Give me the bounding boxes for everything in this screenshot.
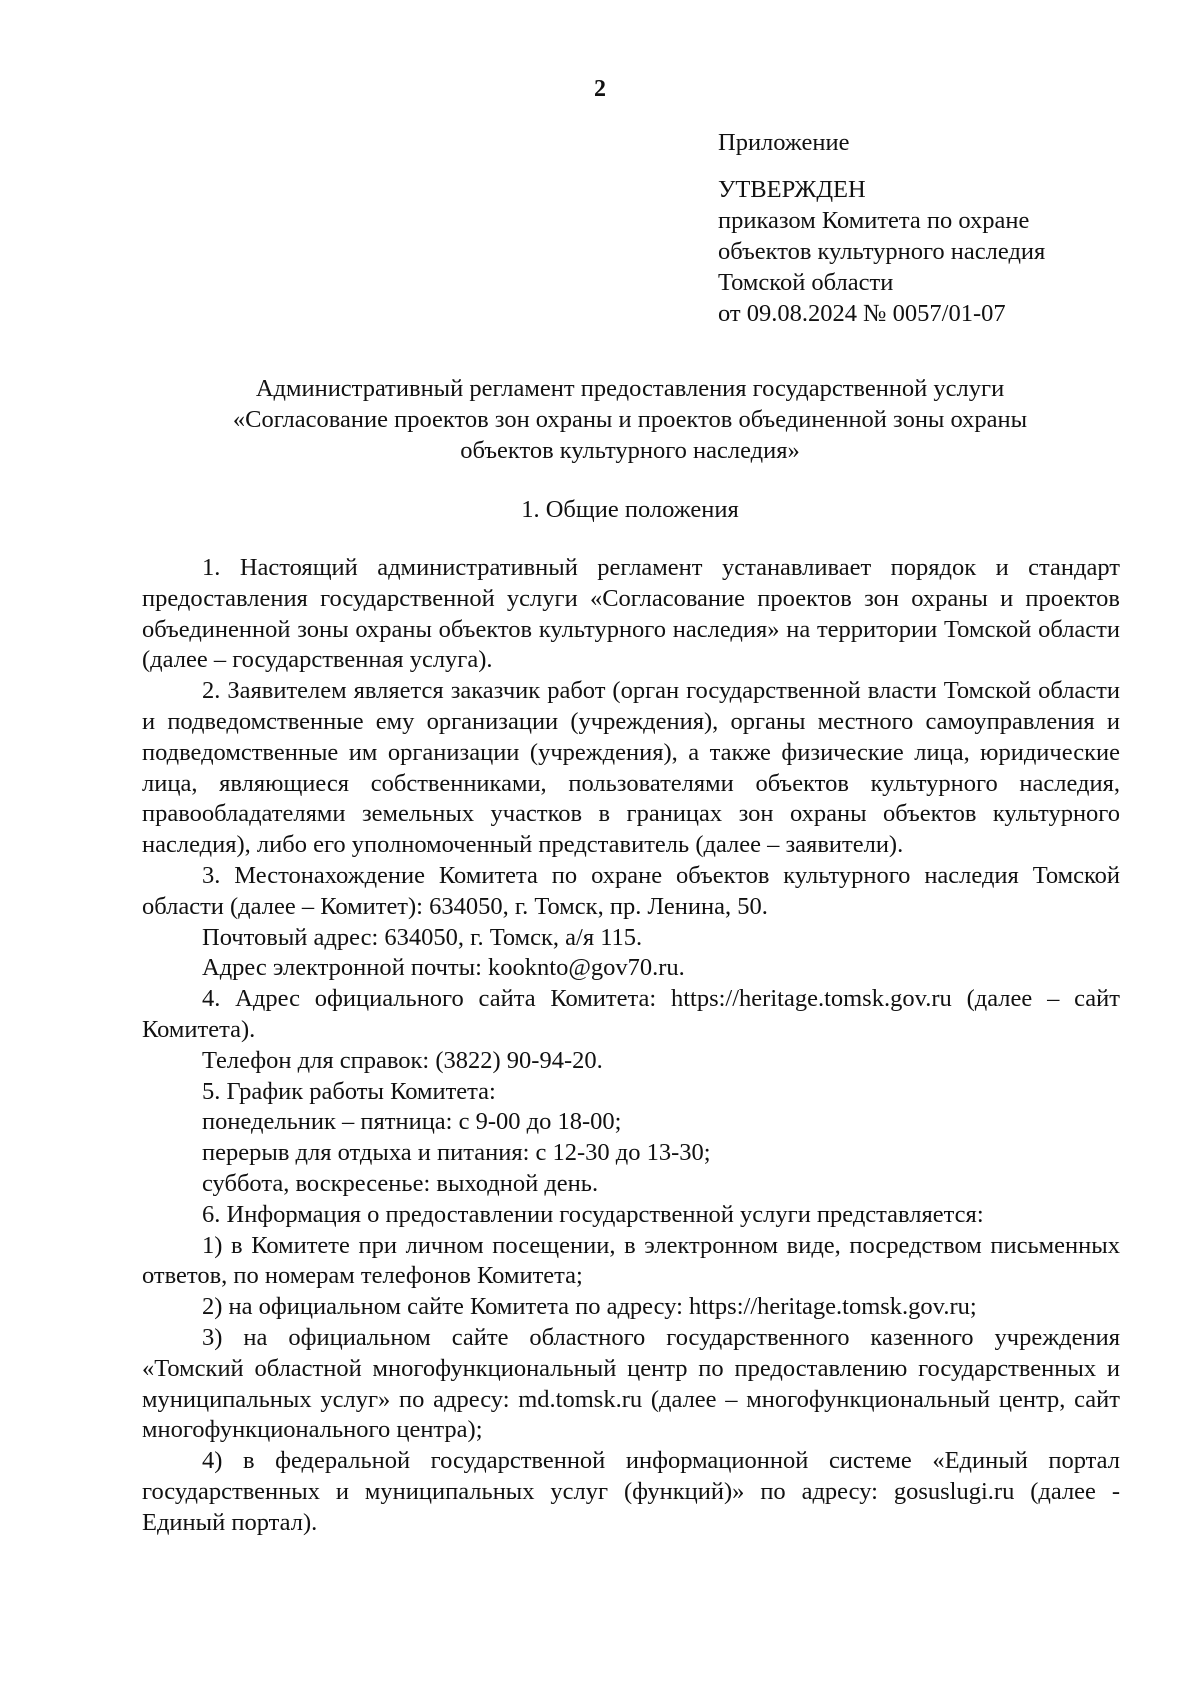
annex-label: Приложение [718,129,850,156]
title-line-3: объектов культурного наследия» [460,437,800,464]
body-text [142,553,1120,1539]
list-item-4: 4) в федеральной государственной информационной системе «Единый портал государственных и муниципальных услуг (функций)» по адресу: gosuslugi.ru (далее - Единый портал). [142,1447,1120,1536]
list-item-1: 1) в Комитете при личном посещении, в электронном виде, посредством письменных ответов, по номерам телефонов Комитета; [142,1231,1120,1290]
email-address: Адрес электронной почты: kooknto@gov70.ru. [202,954,685,982]
approval-order-number: от 09.08.2024 № 0057/01-07 [718,300,1006,327]
phone-number: Телефон для справок: (3822) 90-94-20. [202,1046,603,1074]
paragraph-6: 6. Информация о предоставлении государственной услуги представляется: [202,1200,984,1228]
approval-line-3: Томской области [718,269,894,296]
paragraph-5: 5. График работы Комитета: [202,1077,496,1105]
postal-address: Почтовый адрес: 634050, г. Томск, а/я 115. [202,923,643,951]
title-line-2: «Согласование проектов зон охраны и проектов объединенной зоны охраны [232,406,1028,433]
list-item-3: 3) на официальном сайте областного государственного казенного учреждения «Томский областной многофункциональный центр по предоставлению государственных и муниципальных услуг» по адресу: md.tomsk.ru (далее – многофункциональный центр, сайт многофункционального центра); [142,1323,1120,1444]
list-item-2: 2) на официальном сайте Комитета по адресу: https://heritage.tomsk.gov.ru; [202,1293,977,1321]
paragraph-4: 4. Адрес официального сайта Комитета: https://heritage.tomsk.gov.ru (далее – сайт Комитета). [142,985,1120,1043]
paragraph-3: 3. Местонахождение Комитета по охране объектов культурного наследия Томской области (далее – Комитет): 634050, г. Томск, пр. Ленина, 50. [142,861,1120,920]
approved-label: УТВЕРЖДЕН [718,176,866,203]
section-heading: 1. Общие положения [521,496,739,523]
schedule-weekdays: понедельник – пятница: с 9-00 до 18-00; [202,1108,622,1136]
schedule-weekend: суббота, воскресенье: выходной день. [202,1169,599,1197]
schedule-break: перерыв для отдыха и питания: с 12-30 до 13-30; [202,1139,711,1167]
page-number: 2 [594,76,606,102]
paragraph-2: 2. Заявителем является заказчик работ (орган государственной власти Томской области и подведомственные ему организации (учреждения), органы местного самоуправления и подведомственные им организации (учреждения), а также физические лица, юридические лица, являющиеся собственниками, пользователями объектов культурного наследия, правообладателями земельных участков в границах зон охраны объектов культурного наследия), либо его уполномоченный представитель (далее – заявители). [142,677,1120,859]
document-title [140,373,1120,466]
paragraph-1: 1. Настоящий административный регламент устанавливает порядок и стандарт предоставления государственной услуги «Согласование проектов зон охраны и проектов объединенной зоны охраны объектов культурного наследия» на территории Томской области (далее – государственная услуга). [142,554,1120,674]
title-line-1: Административный регламент предоставления государственной услуги [255,375,1005,402]
approval-stamp-block [718,127,1178,329]
approval-line-1: приказом Комитета по охране [718,207,1030,234]
approval-line-2: объектов культурного наследия [718,238,1046,265]
